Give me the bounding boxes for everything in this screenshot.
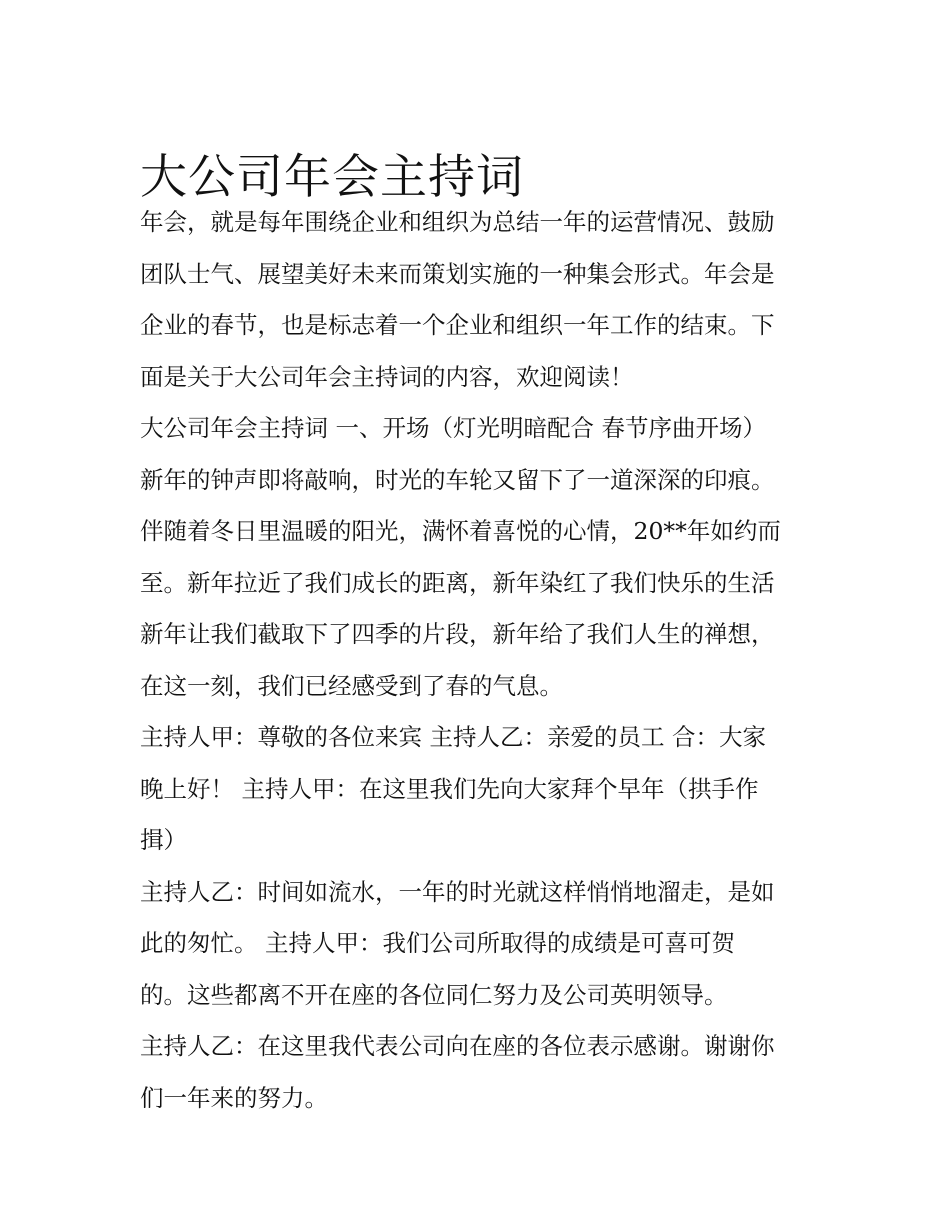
document-body [140,199,820,1126]
body-line: 主持人乙：时间如流水，一年的时光就这样悄悄地溜走，是如 [140,877,775,906]
body-line: 大公司年会主持词 一、开场（灯光明暗配合 春节序曲开场） [140,414,766,442]
body-line: 伴随着冬日里温暖的阳光，满怀着喜悦的心情，20**年如约而 [140,517,781,545]
body-line: 至。新年拉近了我们成长的距离，新年染红了我们快乐的生活 [140,568,775,597]
body-line: 主持人甲：尊敬的各位来宾 主持人乙：亲爱的员工 合：大家 [140,723,766,751]
body-line: 揖） [140,826,187,854]
body-line: 面是关于大公司年会主持词的内容，欢迎阅读！ [140,362,634,391]
body-line: 新年的钟声即将敲响，时光的车轮又留下了一道深深的印痕。 [140,465,775,494]
body-line: 主持人乙：在这里我代表公司向在座的各位表示感谢。谢谢你 [140,1032,775,1060]
body-line: 在这一刻，我们已经感受到了春的气息。 [140,671,563,700]
body-line: 们一年来的努力。 [140,1083,328,1112]
body-line: 此的匆忙。 主持人甲：我们公司所取得的成绩是可喜可贺 [140,929,735,957]
body-line: 的。这些都离不开在座的各位同仁努力及公司英明领导。 [140,980,728,1009]
document-title: 大公司年会主持词 [140,150,524,206]
body-line: 团队士气、展望美好未来而策划实施的一种集会形式。年会是 [140,259,775,288]
body-line: 晚上好！ 主持人甲：在这里我们先向大家拜个早年（拱手作 [140,774,759,803]
body-line: 企业的春节，也是标志着一个企业和组织一年工作的结束。下 [140,311,775,339]
body-line: 新年让我们截取下了四季的片段，新年给了我们人生的禅想， [140,620,775,648]
body-line: 年会，就是每年围绕企业和组织为总结一年的运营情况、鼓励 [140,208,775,236]
